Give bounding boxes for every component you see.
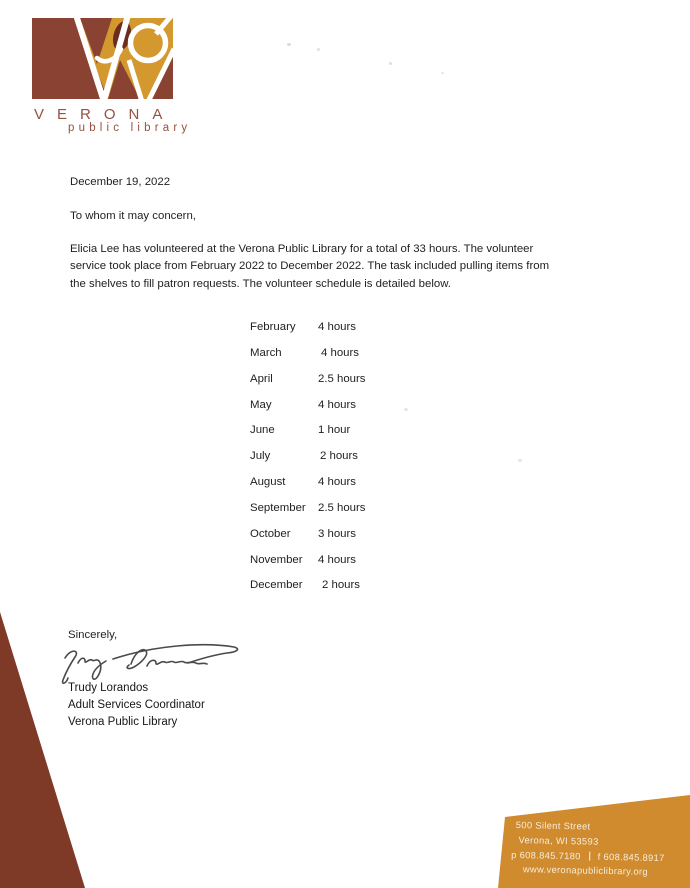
month-cell: November: [250, 553, 303, 566]
table-row: [250, 502, 366, 528]
footer-contact-info: [513, 818, 666, 880]
hours-cell: 4 hours: [321, 346, 359, 359]
table-row: [250, 347, 366, 373]
hours-cell: 4 hours: [318, 398, 356, 411]
footer-city: Verona, WI 53593: [518, 834, 599, 847]
month-cell: December: [250, 579, 303, 592]
hours-cell: 2 hours: [322, 579, 360, 592]
divider: [589, 852, 590, 861]
table-row: [250, 373, 366, 399]
month-cell: March: [250, 346, 282, 359]
hours-cell: 1 hour: [318, 424, 351, 437]
hours-cell: 2.5 hours: [318, 501, 366, 514]
footer-address-block: [492, 788, 690, 888]
hours-cell: 4 hours: [318, 321, 356, 333]
library-logo: [32, 18, 192, 138]
table-row: [250, 579, 366, 605]
verona-logo-mark: [32, 18, 173, 113]
body-line: service took place from February 2022 to December 2022. The task included pulling items from: [70, 260, 550, 273]
logo-tagline: public library: [68, 122, 192, 134]
scan-speck: [404, 408, 408, 411]
month-cell: June: [250, 424, 275, 437]
footer-fax: f 608.845.8917: [597, 851, 665, 863]
letter-salutation: To whom it may concern,: [70, 210, 196, 222]
table-row: [250, 476, 366, 502]
scan-speck: [317, 48, 320, 51]
scan-speck: [389, 62, 392, 65]
hours-cell: 2 hours: [320, 450, 358, 463]
hours-cell: 4 hours: [318, 553, 356, 566]
body-line: the shelves to fill patron requests. The volunteer schedule is detailed below.: [70, 277, 451, 290]
month-cell: August: [250, 476, 286, 489]
letter-date: December 19, 2022: [70, 176, 171, 188]
table-row: [250, 399, 366, 425]
signature-block: [68, 680, 205, 730]
signer-title: Adult Services Coordinator: [68, 698, 205, 711]
month-cell: September: [250, 501, 306, 514]
hours-cell: 4 hours: [318, 476, 356, 489]
signer-name: Trudy Lorandos: [68, 682, 149, 694]
corner-triangle-decoration: [0, 610, 86, 888]
month-cell: February: [250, 321, 296, 333]
scan-speck: [287, 43, 291, 46]
hours-cell: 3 hours: [318, 527, 356, 540]
month-cell: April: [250, 372, 273, 385]
footer-phone: p 608.845.7180: [511, 849, 581, 861]
footer-website: www.veronapubliclibrary.org: [522, 864, 649, 878]
hours-cell: 2.5 hours: [318, 372, 366, 385]
table-row: [250, 528, 366, 554]
signer-organization: Verona Public Library: [68, 715, 178, 728]
logo-wordmark: VERONA: [34, 106, 176, 123]
table-row: [250, 424, 366, 450]
table-row: [250, 321, 366, 347]
month-cell: July: [250, 450, 271, 463]
body-line: Elicia Lee has volunteered at the Verona Public Library for a total of 33 hours. The volunteer: [70, 243, 534, 255]
table-row: [250, 554, 366, 580]
letter-signoff: Sincerely,: [68, 629, 118, 641]
volunteer-schedule-table: [250, 321, 366, 605]
scan-speck: [518, 459, 522, 462]
month-cell: May: [250, 398, 272, 411]
month-cell: October: [250, 527, 291, 540]
footer-street: 500 Silent Street: [515, 820, 591, 832]
table-row: [250, 450, 366, 476]
letter-body: [70, 241, 549, 293]
scan-speck: [441, 72, 444, 74]
